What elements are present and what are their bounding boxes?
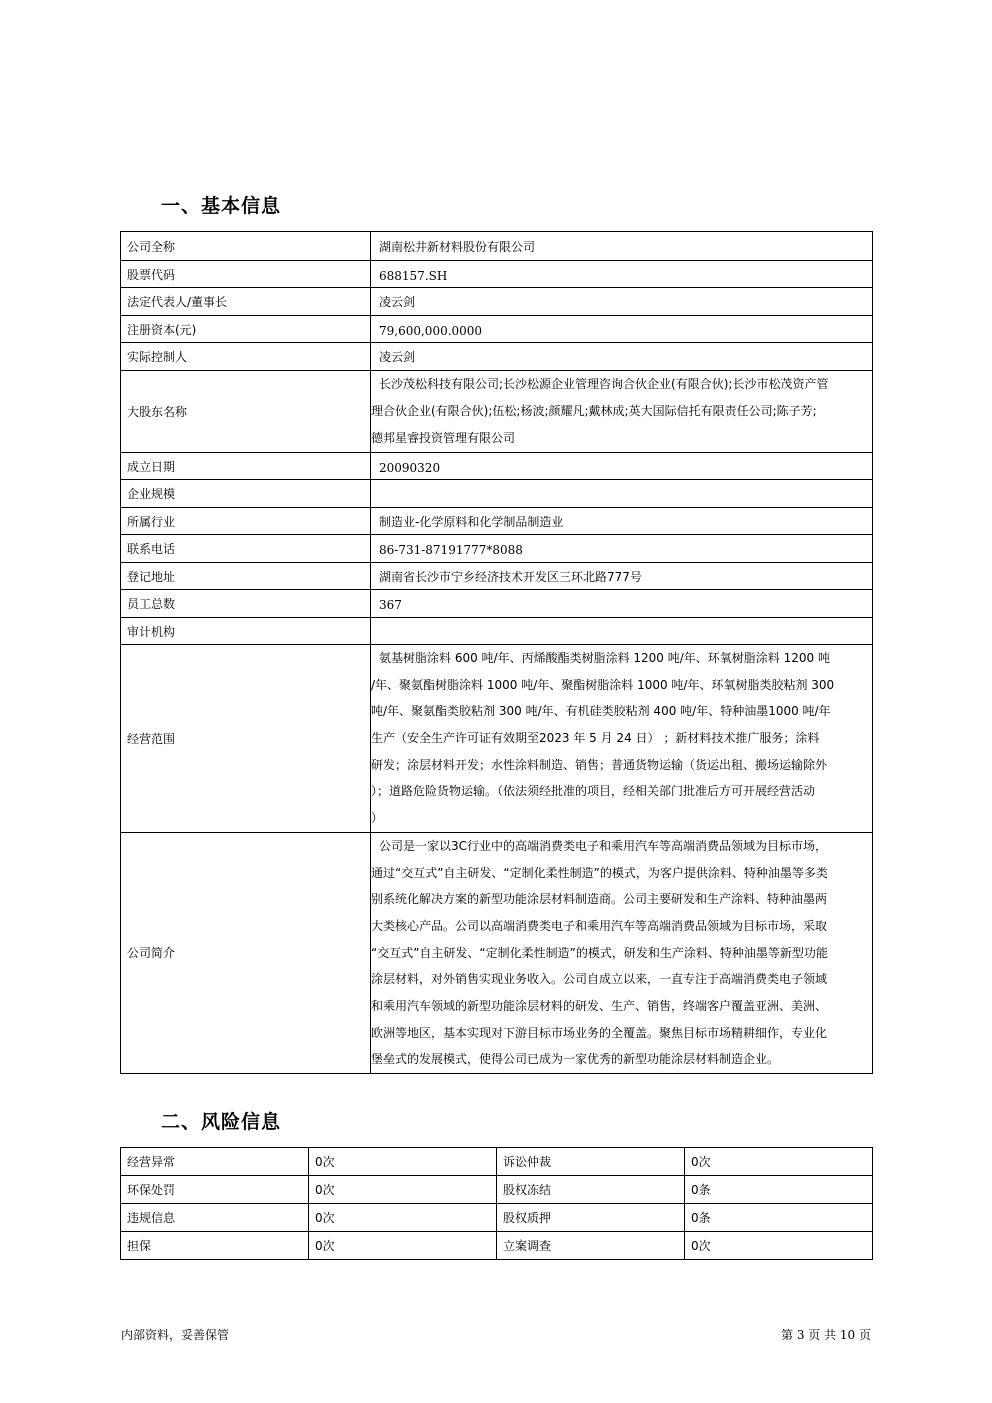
risk-info-table	[120, 1147, 873, 1260]
table-row	[121, 535, 873, 563]
auditor-value	[371, 618, 873, 645]
risk-label: 股权冻结	[497, 1176, 685, 1204]
risk-label: 立案调查	[497, 1232, 685, 1260]
text-line: 涂层材料，对外销售实现业务收入。公司自成立以来，一直专注于高端消费类电子领域	[371, 972, 828, 987]
text-line: ）；道路危险货物运输。（依法须经批准的项目，经相关部门批准后方可开展经营活动	[371, 784, 816, 799]
text-line: ）	[371, 811, 384, 826]
text-line: 堡垒式的发展模式，使得公司已成为一家优秀的新型功能涂层材料制造企业。	[371, 1052, 780, 1067]
employees-value: 367	[371, 590, 873, 618]
industry-value: 制造业-化学原料和化学制品制造业	[371, 508, 873, 535]
risk-label: 环保处罚	[121, 1176, 309, 1204]
intro-label: 公司简介	[121, 832, 371, 1073]
risk-label: 诉讼仲裁	[497, 1148, 685, 1176]
table-row	[121, 832, 873, 1073]
table-row	[121, 288, 873, 316]
risk-label: 股权质押	[497, 1204, 685, 1232]
text-line: 公司是一家以3C行业中的高端消费类电子和乘用汽车等高端消费品领域为目标市场，	[379, 838, 828, 853]
employees-label: 员工总数	[121, 590, 371, 618]
table-row	[121, 590, 873, 618]
text-line: “交互式”自主研发、“定制化柔性制造”的模式，研发和生产涂料、特种油墨等新型功能	[371, 945, 828, 960]
table-row	[121, 1204, 873, 1232]
address-value: 湖南省长沙市宁乡经济技术开发区三环北路777号	[371, 563, 873, 590]
table-row	[121, 480, 873, 508]
table-row	[121, 261, 873, 288]
table-row	[121, 232, 873, 261]
founded-label: 成立日期	[121, 453, 371, 480]
table-row	[121, 343, 873, 371]
table-row	[121, 1148, 873, 1176]
table-row	[121, 563, 873, 590]
text-line: 别系统化解决方案的新型功能涂层材料制造商。公司主要研发和生产涂料、特种油墨两	[371, 892, 828, 907]
text-line: 吨/年、聚氨酯类胶粘剂 300 吨/年、有机硅类胶粘剂 400 吨/年、特种油墨1000 吨/年	[371, 704, 831, 719]
table-row	[121, 371, 873, 453]
shareholders-value	[371, 371, 873, 453]
founded-value: 20090320	[371, 453, 873, 480]
controller-label: 实际控制人	[121, 343, 371, 371]
text-line: 和乘用汽车领域的新型功能涂层材料的研发、生产、销售，终端客户覆盖亚洲、美洲、	[371, 998, 828, 1013]
text-line: 氨基树脂涂料 600 吨/年、丙烯酸酯类树脂涂料 1200 吨/年、环氧树脂涂料 1200 吨	[379, 651, 830, 665]
table-row	[121, 645, 873, 833]
risk-value: 0次	[309, 1176, 497, 1204]
risk-label: 经营异常	[121, 1148, 309, 1176]
risk-value: 0次	[309, 1232, 497, 1260]
risk-label: 违规信息	[121, 1204, 309, 1232]
scale-value	[371, 480, 873, 508]
risk-value: 0次	[309, 1148, 497, 1176]
auditor-label: 审计机构	[121, 618, 371, 645]
basic-info-table	[120, 231, 873, 1074]
phone-label: 联系电话	[121, 535, 371, 563]
risk-value: 0条	[685, 1204, 873, 1232]
table-row	[121, 508, 873, 535]
page-number: 第 3 页 共 10 页	[781, 1328, 871, 1342]
controller-value: 凌云剑	[371, 343, 873, 371]
text-line: 研发；涂层材料开发；水性涂料制造、销售；普通货物运输（货运出租、搬场运输除外	[371, 757, 828, 772]
address-label: 登记地址	[121, 563, 371, 590]
text-line: /年、聚氨酯树脂涂料 1000 吨/年、聚酯树脂涂料 1000 吨/年、环氧树脂类胶粘剂 300	[371, 677, 835, 692]
text-line: 通过“交互式”自主研发、“定制化柔性制造”的模式，为客户提供涂料、特种油墨等多类	[371, 865, 828, 880]
scope-value	[371, 645, 873, 833]
intro-value	[371, 832, 873, 1073]
table-row	[121, 1232, 873, 1260]
text-line: 德邦星睿投资管理有限公司	[371, 431, 516, 445]
industry-label: 所属行业	[121, 508, 371, 535]
section-title-risk: 二、风险信息	[161, 1111, 282, 1133]
text-line: 长沙茂松科技有限公司;长沙松源企业管理咨询合伙企业(有限合伙);长沙市松茂资产管	[379, 377, 829, 391]
shareholders-label: 大股东名称	[121, 371, 371, 453]
risk-value: 0次	[685, 1148, 873, 1176]
table-row	[121, 453, 873, 480]
risk-label: 担保	[121, 1232, 309, 1260]
stock-code-value: 688157.SH	[371, 261, 873, 288]
scope-label: 经营范围	[121, 645, 371, 833]
reg-capital-label: 注册资本(元)	[121, 316, 371, 343]
table-row	[121, 316, 873, 343]
company-name-label: 公司全称	[121, 232, 371, 261]
legal-rep-value: 凌云剑	[371, 288, 873, 316]
phone-value: 86-731-87191777*8088	[371, 535, 873, 563]
text-line: 生产（安全生产许可证有效期至2023 年 5 月 24 日） ；新材料技术推广服务；涂料	[371, 731, 820, 746]
company-name-value: 湖南松井新材料股份有限公司	[371, 232, 873, 261]
section-title-basic: 一、基本信息	[161, 195, 282, 217]
risk-value: 0次	[309, 1204, 497, 1232]
stock-code-label: 股票代码	[121, 261, 371, 288]
text-line: 大类核心产品。公司以高端消费类电子和乘用汽车等高端消费品领域为目标市场，采取	[371, 918, 828, 933]
table-row	[121, 1176, 873, 1204]
legal-rep-label: 法定代表人/董事长	[121, 288, 371, 316]
risk-value: 0次	[685, 1232, 873, 1260]
text-line: 欧洲等地区，基本实现对下游目标市场业务的全覆盖。聚焦目标市场精耕细作，专业化	[371, 1025, 828, 1040]
risk-value: 0条	[685, 1176, 873, 1204]
table-row	[121, 618, 873, 645]
text-line: 理合伙企业(有限合伙);伍松;杨波;颜耀凡;戴林成;英大国际信托有限责任公司;陈子芳;	[371, 404, 817, 418]
reg-capital-value: 79,600,000.0000	[371, 316, 873, 343]
scale-label: 企业规模	[121, 480, 371, 508]
footer-confidential-note: 内部资料，妥善保管	[121, 1328, 230, 1342]
